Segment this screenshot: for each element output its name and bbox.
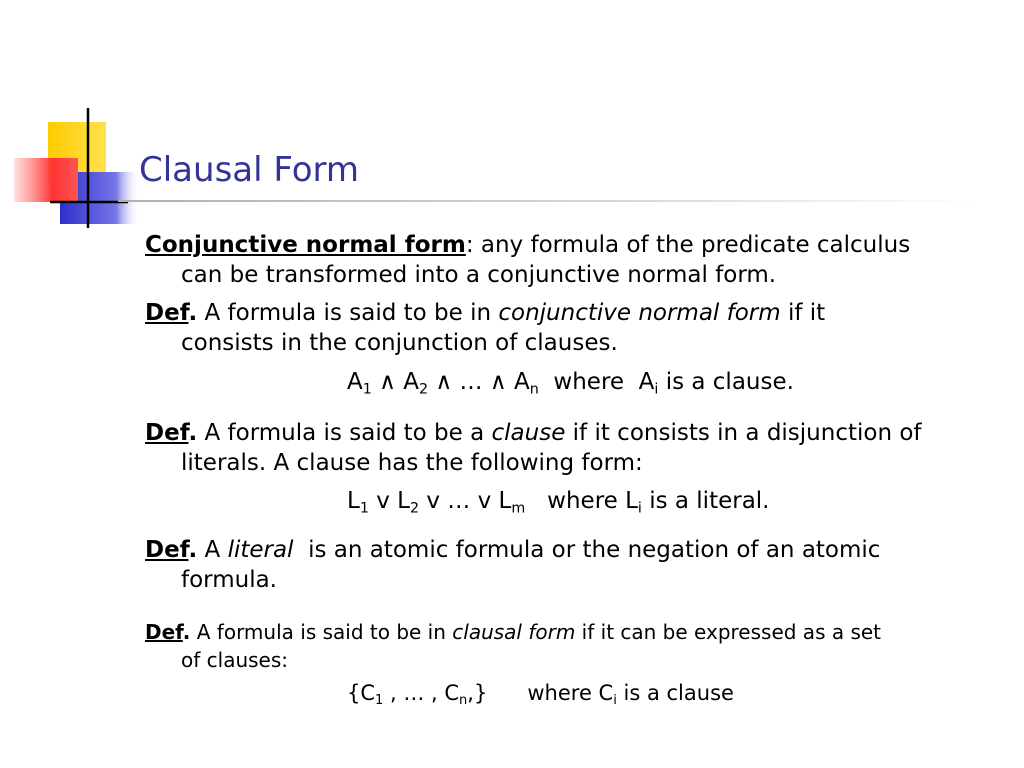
def-dot: . [188, 300, 198, 326]
def-dot: . [182, 620, 191, 644]
def-dot: . [188, 537, 198, 563]
paragraph-def-cnf [145, 298, 1015, 358]
p1-line2: can be transformed into a conjunctive normal form. [181, 262, 777, 288]
f2-a: L [347, 488, 360, 514]
p2-em: conjunctive normal form [498, 300, 781, 326]
p3-pre: A formula is said to be a [197, 420, 492, 446]
paragraph-def-clausal [145, 618, 1015, 674]
p3-em: clause [491, 420, 566, 446]
f3-s1: 1 [375, 692, 384, 708]
f3-close: ,} [467, 681, 488, 705]
def-dot: . [188, 420, 198, 446]
paragraph-def-literal [145, 535, 1015, 595]
f1-op2: ∧ … ∧ A [428, 369, 530, 395]
f2-si: i [637, 500, 642, 517]
f1-op1: ∧ A [371, 369, 420, 395]
p4-line2: formula. [181, 567, 277, 593]
p4-em: literal [227, 537, 294, 563]
corner-decoration [0, 0, 150, 240]
def-label: Def [145, 420, 189, 446]
f2-where: where L [525, 488, 638, 514]
def-label: Def [145, 537, 189, 563]
f3-mid: , … , C [383, 681, 460, 705]
f1-tail: is a clause. [658, 369, 794, 395]
f2-sm: m [511, 500, 526, 517]
def-label: Def [145, 620, 183, 644]
p2-pre: A formula is said to be in [197, 300, 499, 326]
term-cnf: Conjunctive normal form [145, 232, 466, 258]
p4-pre: A [197, 537, 228, 563]
paragraph-cnf [145, 230, 1015, 290]
formula-clause [347, 486, 770, 516]
slide-title: Clausal Form [139, 150, 360, 190]
paragraph-def-clause [145, 418, 1015, 478]
p2-post: if it [780, 300, 826, 326]
f1-s1: 1 [362, 381, 372, 398]
f1-si: i [654, 381, 659, 398]
p3-post: if it consists in a disjunction of [565, 420, 922, 446]
f3-tail: is a clause [616, 681, 734, 705]
f1-a: A [347, 369, 363, 395]
p1-line1: : any formula of the predicate calculus [465, 232, 911, 258]
f2-op1: v L [368, 488, 410, 514]
p5-em: clausal form [452, 620, 576, 644]
p5-pre: A formula is said to be in [190, 620, 453, 644]
p5-post: if it can be expressed as a set [575, 620, 882, 644]
def-label: Def [145, 300, 189, 326]
formula-clausal [347, 678, 734, 708]
f2-tail: is a literal. [641, 488, 770, 514]
f1-sn: n [529, 381, 539, 398]
f3-open: {C [347, 681, 376, 705]
f1-where: where A [538, 369, 655, 395]
f3-sn: n [459, 692, 468, 708]
red-bar [14, 158, 78, 202]
f3-si: i [613, 692, 617, 708]
p2-line2: consists in the conjunction of clauses. [181, 330, 618, 356]
title-rule [118, 200, 978, 202]
formula-cnf [347, 367, 794, 397]
f1-s2: 2 [419, 381, 429, 398]
f2-s1: 1 [359, 500, 369, 517]
f2-op2: v … v L [419, 488, 512, 514]
p5-line2: of clauses: [181, 648, 289, 672]
f3-where: where C [487, 681, 614, 705]
f2-s2: 2 [409, 500, 420, 517]
p3-line2: literals. A clause has the following form: [181, 450, 643, 476]
p4-post: is an atomic formula or the negation of an atomic [293, 537, 881, 563]
